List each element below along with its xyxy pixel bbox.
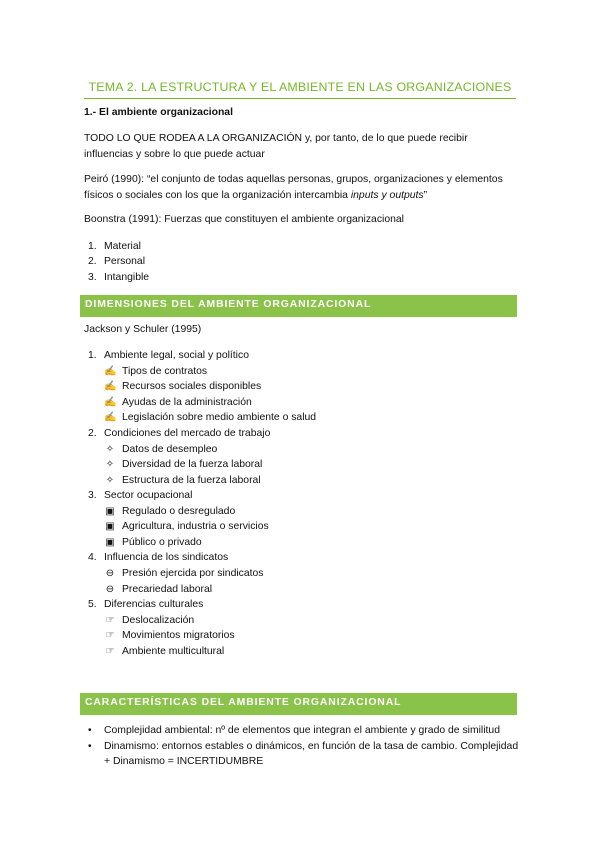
minus-circle-icon: ⊖ <box>105 568 115 579</box>
sub-item: Regulado o desregulado <box>122 506 236 517</box>
writing-hand-icon: ✍ <box>104 397 117 408</box>
paragraph-jackson: Jackson y Schuler (1995) <box>84 324 202 335</box>
list-number: 4. <box>88 552 97 563</box>
section-bar-label: DIMENSIONES DEL AMBIENTE ORGANIZACIONAL <box>85 299 372 310</box>
list-number: 3. <box>88 490 97 501</box>
list-number: 1. <box>88 241 97 252</box>
section-bar-dimensiones <box>80 295 517 317</box>
computer-icon: ▣ <box>105 537 115 548</box>
sub-item: Diversidad de la fuerza laboral <box>122 459 263 470</box>
dimension-item-sector: Sector ocupacional <box>104 490 193 501</box>
list-item-personal: Personal <box>104 256 146 267</box>
peiro-closing-quote: ” <box>423 189 428 201</box>
sub-item: Público o privado <box>122 537 202 548</box>
pointing-hand-icon: ☞ <box>105 615 115 626</box>
characteristic-complejidad: Complejidad ambiental: nº de elementos que integran el ambiente y grado de similitud <box>104 725 500 736</box>
bullet-dot-icon: • <box>88 725 92 736</box>
paragraph-peiro <box>84 172 516 203</box>
minus-circle-icon: ⊖ <box>105 584 115 595</box>
sub-item: Agricultura, industria o servicios <box>122 521 269 532</box>
sub-item: Tipos de contratos <box>122 366 208 377</box>
list-number: 2. <box>88 428 97 439</box>
peiro-italic-text: inputs y outputs <box>350 189 424 201</box>
peiro-text: Peiró (1990): “el conjunto de todas aquellas personas, grupos, organizaciones y elementos físicos o sociales con los que la organización intercambia <box>84 174 503 201</box>
writing-hand-icon: ✍ <box>104 412 117 423</box>
characteristic-dinamismo: Dinamismo: entornos estables o dinámicos, en función de la tasa de cambio. Complejidad <box>104 741 519 752</box>
sub-item: Ayudas de la administración <box>122 397 252 408</box>
dimension-item-mercado: Condiciones del mercado de trabajo <box>104 428 271 439</box>
four-point-star-icon: ✧ <box>105 459 115 470</box>
sub-item: Deslocalización <box>122 615 195 626</box>
list-item-material: Material <box>104 241 141 252</box>
writing-hand-icon: ✍ <box>104 366 117 377</box>
pointing-hand-icon: ☞ <box>105 630 115 641</box>
computer-icon: ▣ <box>105 506 115 517</box>
section-bar-caracteristicas <box>80 693 517 715</box>
characteristic-dinamismo-cont: + Dinamismo = INCERTIDUMBRE <box>104 756 264 767</box>
sub-item: Movimientos migratorios <box>122 630 235 641</box>
list-number: 1. <box>88 350 97 361</box>
sub-item: Presión ejercida por sindicatos <box>122 568 264 579</box>
pointing-hand-icon: ☞ <box>105 646 115 657</box>
sub-item: Precariedad laboral <box>122 584 213 595</box>
bullet-dot-icon: • <box>88 741 92 752</box>
section-bar-label: CARACTERÍSTICAS DEL AMBIENTE ORGANIZACIONAL <box>85 697 402 708</box>
paragraph-definicion: TODO LO QUE RODEA A LA ORGANIZACIÓN y, por tanto, de lo que puede recibir influencias y sobre lo que puede actuar <box>84 133 468 160</box>
sub-item: Ambiente multicultural <box>122 646 225 657</box>
sub-item: Estructura de la fuerza laboral <box>122 475 261 486</box>
title-underline <box>84 98 516 99</box>
dimension-item-culturales: Diferencias culturales <box>104 599 204 610</box>
dimension-item-legal: Ambiente legal, social y político <box>104 350 249 361</box>
list-number: 5. <box>88 599 97 610</box>
list-item-intangible: Intangible <box>104 272 150 283</box>
dimension-item-sindicatos: Influencia de los sindicatos <box>104 552 229 563</box>
writing-hand-icon: ✍ <box>104 381 117 392</box>
list-number: 2. <box>88 256 97 267</box>
section-heading-ambiente: 1.- El ambiente organizacional <box>84 107 233 118</box>
computer-icon: ▣ <box>105 521 115 532</box>
document-title: TEMA 2. LA ESTRUCTURA Y EL AMBIENTE EN LAS ORGANIZACIONES <box>88 80 512 94</box>
sub-item: Datos de desempleo <box>122 444 218 455</box>
sub-item: Legislación sobre medio ambiente o salud <box>122 412 317 423</box>
four-point-star-icon: ✧ <box>105 475 115 486</box>
sub-item: Recursos sociales disponibles <box>122 381 262 392</box>
paragraph-boonstra: Boonstra (1991): Fuerzas que constituyen el ambiente organizacional <box>84 214 404 225</box>
list-number: 3. <box>88 272 97 283</box>
four-point-star-icon: ✧ <box>105 444 115 455</box>
